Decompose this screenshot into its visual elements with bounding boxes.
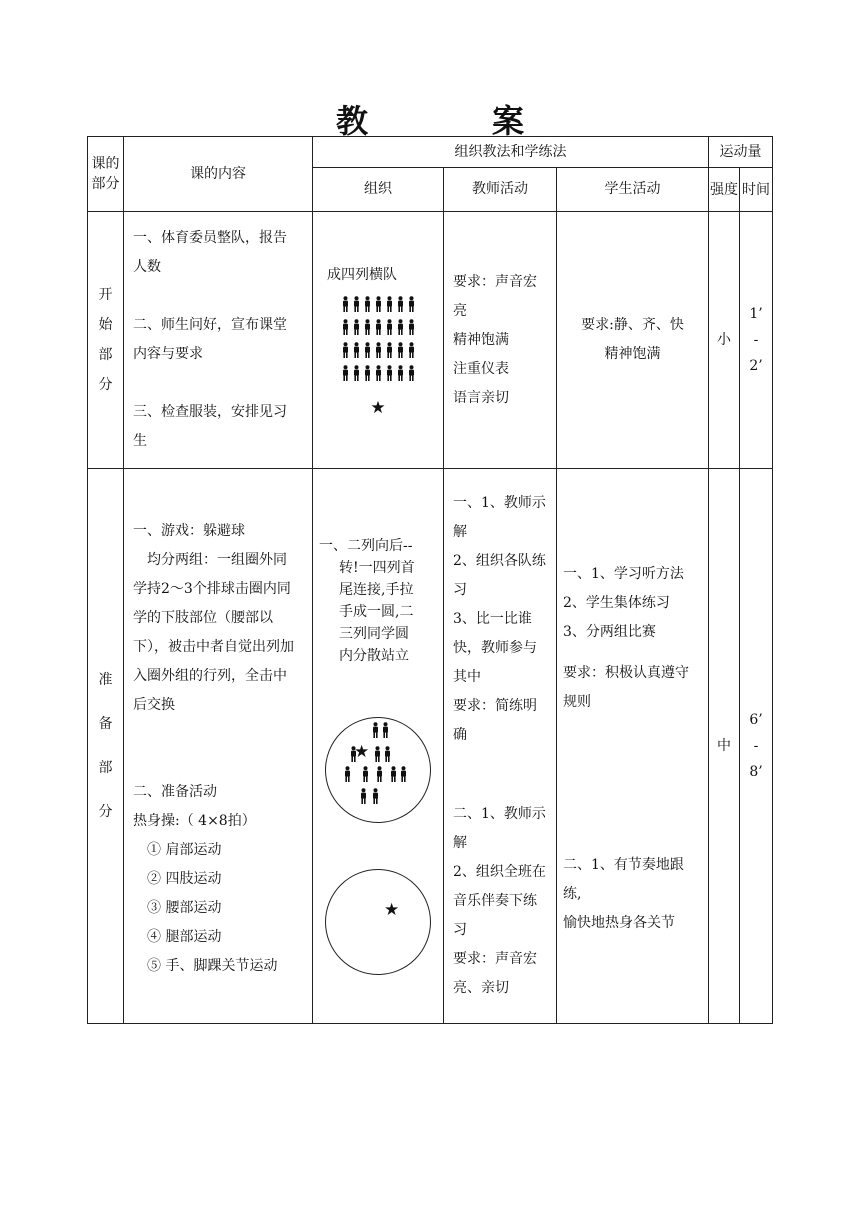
section2-teacher: 一、1、教师示 解 2、组织各队练 习 3、比一比谁 快，教师参与 其中 要求：简练明 确 二、1、教师示 解 2、组织全班在 音乐伴奏下练 习 要求：声音宏 亮、亲切: [444, 469, 557, 1024]
person-icon: [353, 365, 360, 381]
section1-time: 1’ - 2’: [740, 212, 773, 469]
person-icon: [408, 296, 415, 312]
section2-part: 准 备 部 分: [88, 469, 124, 1024]
person-icon: [362, 766, 369, 782]
org-instructions: 一、二列向后-- 转!一四列首 尾连接,手拉 手成一圆,二 三列同学圆 内分散站立: [319, 538, 415, 664]
formation-row: [313, 338, 443, 361]
person-icon: [375, 296, 382, 312]
warmup-circle: [325, 869, 431, 975]
person-icon: [353, 342, 360, 358]
person-icon: [344, 766, 351, 782]
content-line: 人数: [133, 259, 161, 275]
dodgeball-circle: [325, 717, 431, 823]
section1-intensity: 小: [709, 212, 740, 469]
circle-people: [326, 718, 430, 822]
header-part: 课的部分: [88, 137, 124, 212]
person-icon: [360, 788, 367, 804]
formation-row: [313, 315, 443, 338]
person-icon: [364, 365, 371, 381]
page-title: 教 案: [335, 102, 570, 140]
person-icon: [342, 296, 349, 312]
person-icon: [374, 746, 381, 762]
person-icon: [342, 319, 349, 335]
person-icon: [364, 319, 371, 335]
section2-org: [313, 469, 444, 1024]
content-line: 三、检查服装，安排见习: [133, 404, 287, 420]
person-icon: [375, 319, 382, 335]
person-icon: [353, 319, 360, 335]
formation-row: [313, 361, 443, 384]
person-icon: [386, 296, 393, 312]
person-icon: [384, 746, 391, 762]
person-icon: [375, 342, 382, 358]
section2-time: 6’ - 8’: [740, 469, 773, 1024]
header-time: 时间: [740, 168, 773, 212]
person-icon: [382, 722, 389, 738]
header-student: 学生活动: [557, 168, 709, 212]
section1-org: [313, 212, 444, 469]
content-line: 二、师生问好，宣布课堂: [133, 317, 287, 333]
person-icon: [386, 342, 393, 358]
person-icon: [386, 319, 393, 335]
person-icon: [375, 365, 382, 381]
teacher-star-icon: ★: [384, 900, 400, 920]
section1-content: [124, 212, 313, 469]
header-method: 组织教法和学练法: [313, 137, 709, 168]
person-icon: [397, 365, 404, 381]
formation-label: 成四列横队: [327, 267, 397, 283]
four-rank-formation: [313, 292, 443, 384]
section1-part: 开 始 部 分: [88, 212, 124, 469]
header-content: 课的内容: [124, 137, 313, 212]
header-org: 组织: [313, 168, 444, 212]
person-icon: [342, 365, 349, 381]
person-icon: [364, 342, 371, 358]
section1-student: 要求:静、齐、快 精神饱满: [557, 212, 709, 469]
teacher-star-icon: ★: [354, 742, 370, 762]
header-intensity: 强度: [709, 168, 740, 212]
person-icon: [342, 342, 349, 358]
person-icon: [390, 766, 397, 782]
person-icon: [372, 788, 379, 804]
section1-teacher: 要求：声音宏 亮 精神饱满 注重仪表 语言亲切: [444, 212, 557, 469]
section2-intensity: 中: [709, 469, 740, 1024]
person-icon: [386, 365, 393, 381]
content-line: 一、体育委员整队，报告: [133, 230, 287, 246]
person-icon: [408, 319, 415, 335]
person-icon: [397, 296, 404, 312]
person-icon: [400, 766, 407, 782]
formation-row: [313, 292, 443, 315]
person-icon: [364, 296, 371, 312]
header-load: 运动量: [709, 137, 773, 168]
section2-content: 一、游戏：躲避球 均分两组：一组圈外同 学持2～3个排球击圈内同 学的下肢部位（腰部以 下），被击中者自觉出列加 入圈外组的行列，全击中 后交换 二、准备活动 热身操:（ 4×8拍） ① 肩部运动 ② 四肢运动 ③ 腰部运动 ④ 腿部运动 ⑤ 手、脚踝关节运动: [124, 469, 313, 1024]
teacher-star-icon: ★: [370, 398, 386, 418]
content-line: 内容与要求: [133, 346, 203, 362]
section2-student: 一、1、学习听方法 2、学生集体练习 3、分两组比赛 要求：积极认真遵守 规则 二、1、有节奏地跟练, 愉快地热身各关节: [557, 469, 709, 1024]
person-icon: [397, 342, 404, 358]
person-icon: [397, 319, 404, 335]
content-line: 生: [133, 433, 147, 449]
lesson-plan-table: [87, 136, 773, 1024]
person-icon: [376, 766, 383, 782]
header-teacher: 教师活动: [444, 168, 557, 212]
person-icon: [353, 296, 360, 312]
person-icon: [408, 342, 415, 358]
person-icon: [408, 365, 415, 381]
person-icon: [372, 722, 379, 738]
